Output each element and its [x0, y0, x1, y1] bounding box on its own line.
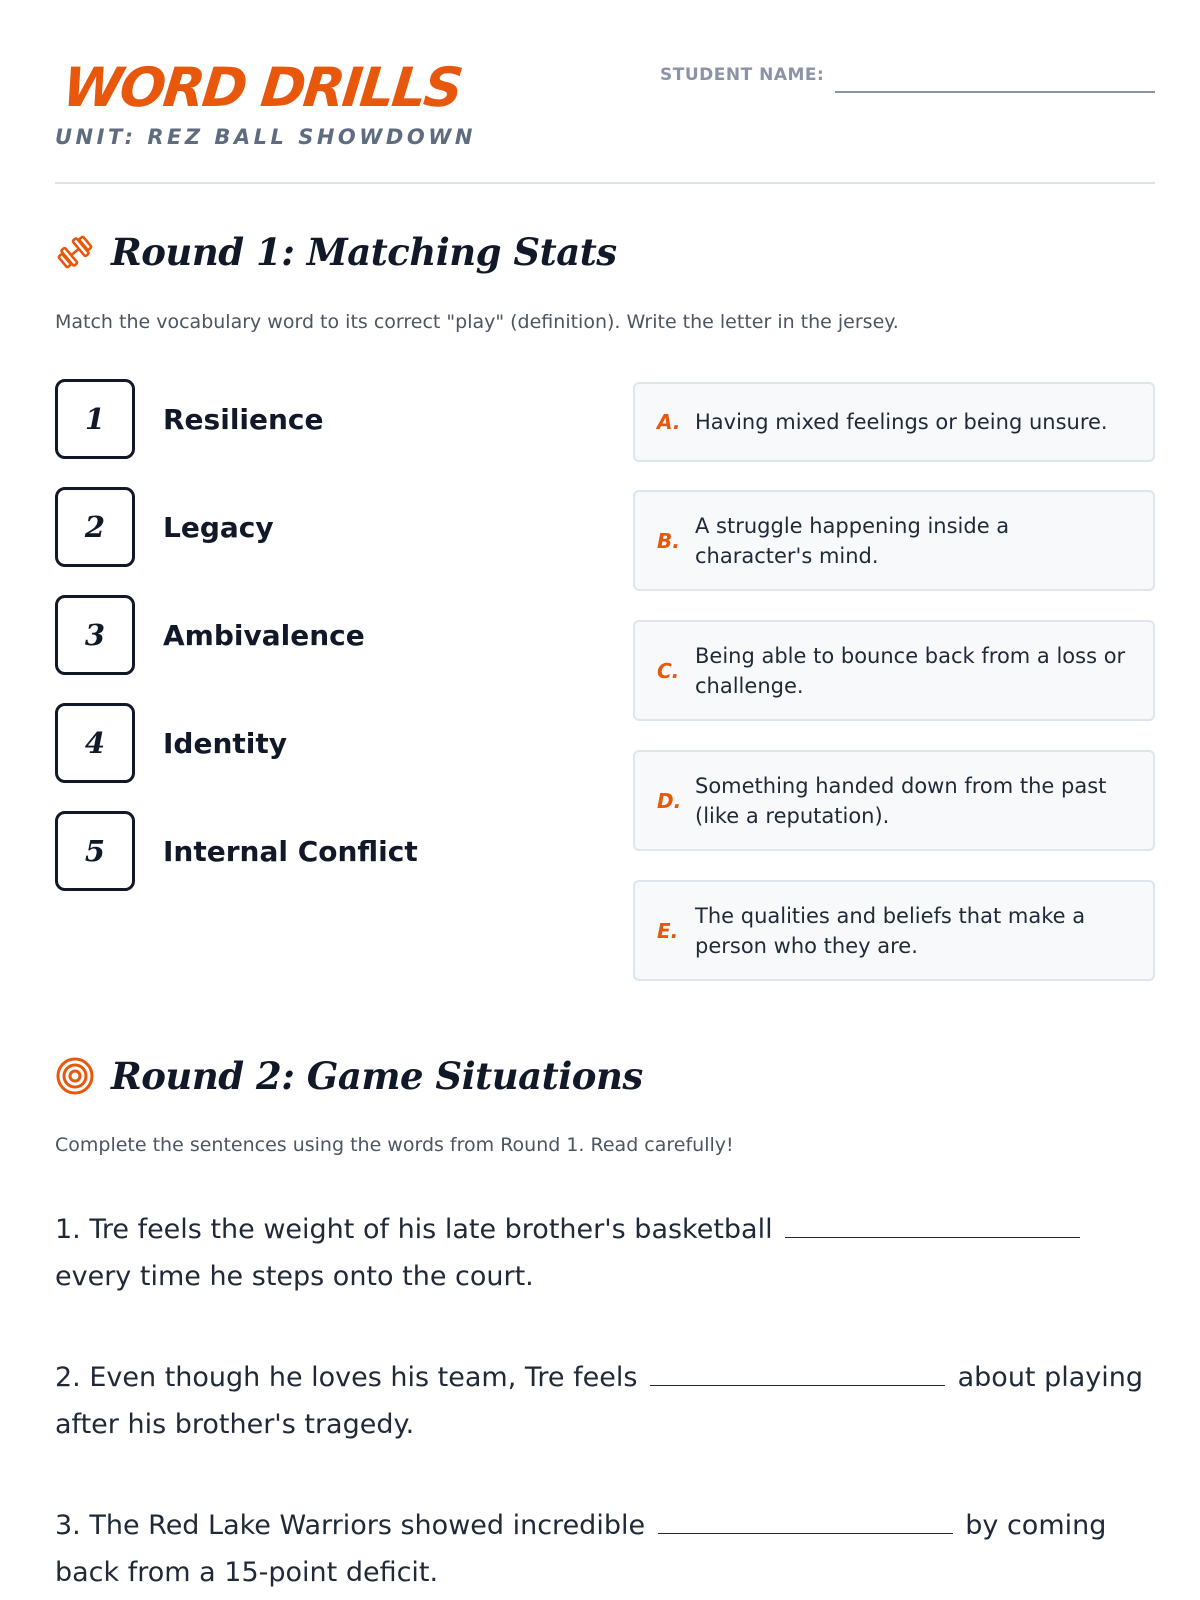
vocab-word: Internal Conflict [163, 834, 418, 868]
definition-letter: D. [657, 788, 682, 813]
sentence-text-after: about playing after his brother's tragedy. [55, 1362, 1144, 1440]
jersey-answer-box[interactable]: 2 [55, 487, 135, 567]
definition-card [633, 490, 1155, 591]
answer-blank[interactable] [785, 1208, 1080, 1238]
definition-card [633, 382, 1155, 462]
round1-heading [55, 228, 955, 276]
round2-title: Round 2: Game Situations [111, 1054, 643, 1098]
jersey-answer-box[interactable]: 3 [55, 595, 135, 675]
unit-subtitle: UNIT: REZ BALL SHOWDOWN [55, 125, 476, 149]
round1-instructions: Match the vocabulary word to its correct "play" (definition). Write the letter in the jersey. [55, 311, 899, 333]
definition-letter: E. [657, 918, 679, 943]
definition-text: Having mixed feelings or being unsure. [695, 410, 1108, 434]
jersey-answer-box[interactable]: 1 [55, 379, 135, 459]
round2-heading [55, 1052, 955, 1100]
header-divider [55, 182, 1155, 184]
student-name-label: STUDENT NAME: [660, 65, 825, 85]
definition-text: The qualities and beliefs that make a person who they are. [695, 903, 1086, 958]
definition-letter: A. [657, 410, 681, 434]
definition-letter: C. [657, 658, 680, 683]
fill-in-sentence [55, 1206, 1155, 1300]
sentence-text-after: by coming back from a 15-point deficit. [55, 1510, 1107, 1588]
fill-in-sentence [55, 1502, 1155, 1596]
worksheet-header [55, 58, 1155, 188]
definition-card [633, 750, 1155, 851]
vocab-word: Ambivalence [163, 618, 365, 652]
definition-card [633, 880, 1155, 981]
sentence-text-before: 1. Tre feels the weight of his late brother's basketball [55, 1214, 773, 1245]
definition-text: A struggle happening inside a character's mind. [695, 513, 1010, 568]
definition-letter: B. [657, 528, 680, 553]
vocab-item [55, 379, 575, 459]
answer-blank[interactable] [658, 1504, 953, 1534]
vocab-word: Legacy [163, 510, 274, 544]
round1-title: Round 1: Matching Stats [111, 230, 617, 274]
answer-blank[interactable] [650, 1356, 945, 1386]
definition-text: Being able to bounce back from a loss or challenge. [695, 643, 1126, 698]
page-title: WORD DRILLS [59, 56, 464, 119]
definition-card [633, 620, 1155, 721]
target-icon [55, 1056, 95, 1096]
vocab-word: Identity [163, 726, 288, 760]
student-name-field[interactable] [835, 91, 1155, 93]
vocab-item [55, 703, 575, 783]
jersey-answer-box[interactable]: 4 [55, 703, 135, 783]
sentence-text-before: 2. Even though he loves his team, Tre feels [55, 1362, 638, 1393]
round2-instructions: Complete the sentences using the words from Round 1. Read carefully! [55, 1134, 734, 1156]
sentence-text-before: 3. The Red Lake Warriors showed incredible [55, 1510, 646, 1541]
definition-text: Something handed down from the past (like a reputation). [695, 773, 1107, 828]
fill-in-sentence [55, 1354, 1155, 1448]
dumbbell-icon [55, 232, 95, 272]
sentence-text-after: every time he steps onto the court. [55, 1261, 534, 1292]
vocab-item [55, 595, 575, 675]
vocab-item [55, 487, 575, 567]
vocab-word: Resilience [163, 402, 324, 436]
jersey-answer-box[interactable]: 5 [55, 811, 135, 891]
vocab-item [55, 811, 575, 891]
